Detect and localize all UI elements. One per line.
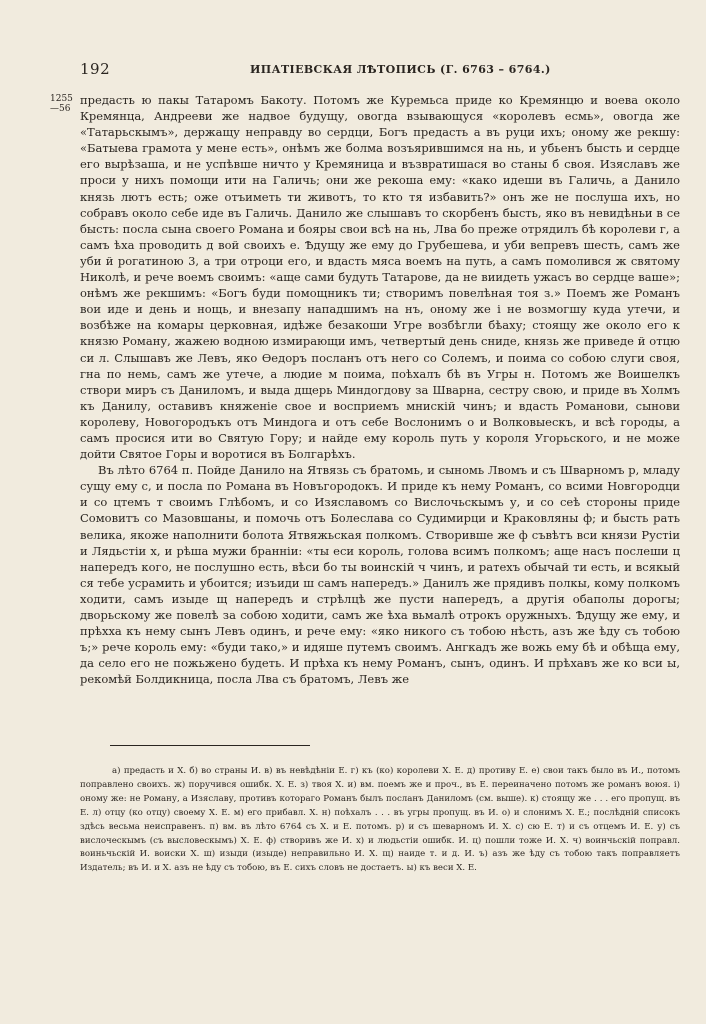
margin-year-note xyxy=(50,94,80,114)
paragraph-2: Въ лѣто 6764 п. Пойде Данило на Ятвязь съ братомь, и сыномь Лвомъ и съ Шварномъ р, младу сущу ему с, и посла по Романа въ Новъгородокъ. И приде къ нему Романъ, со всими Новгородци и со цтемъ т своимъ Глѣбомъ, и со Изяславомъ со Вислочьскымъ у, и со сеѣ стороны приде Сомовитъ со Мазовшаны, и помочь отъ Болеслава со Судимирци и Краковляны ф; и бысть рать велика, якоже наполнити болота Ятвяжьская полкомъ. Створивше же ф съвѣтъ вси князи Рустіи и Лядьстіи х, и рѣша мужи бранніи: «ты еси король, голова всимъ полкомъ; аще насъ послеши ц напередъ кого, не послушно есть, вѣси бо ты воинскій ч чинъ, и ратехъ обычай ти есть, и всякый ся тебе усрамить и убоится; изъиди ш самъ напередъ.» Данилъ же прядивъ полкы, кому полкомъ ходити, самъ изыде щ напередъ и стрѣлцѣ же пусти напередъ, а другія обаполы дорогы; дворьскому же повелѣ за собою ходити, самъ же ѣха вьмалѣ отрокъ оружныхъ. Ѣдущу же ему, и прѣхха къ нему сынъ Левъ одинъ, и рече ему: «яко никого съ тобою нѣсть, азъ же ѣду съ тобою ъ;» рече король ему: «буди тако,» и идяше путемъ своимъ. Ангкадъ же вожь ему бѣ и обѣща ему, да село его не пожьжено будеть. И прѣха къ нему Романъ, сынъ, одинъ. И прѣхавъ же ко вси ы, рекомѣй Болдикница, посла Лва съ братомъ, Левъ же xyxy=(80,463,680,687)
paragraph-1: предасть ю пакы Татаромъ Бакоту. Потомъ же Куремьса приде ко Кремянцю и воева около Кремянца, Андрееви же надвое будущу, овогда взывающуся «королевъ есмь», овогда же «Татарьскымъ», держащу неправду во сердци, Богъ предасть а въ руци ихъ; оному же рекшу: «Батыева грамота у мене есть», онѣмъ же болма возъярившимся на нь, и убьенъ бысть и сердце его вырѣзаша, и не успѣвше ничто у Кремяница и възвратишася во станы б своя. Изяславъ же проси у нихъ помощи ити на Галичь; они же рекоша ему: «како идеши въ Галичь, а Данило князь лютъ есть; оже отъиметь ти животъ, то кто тя избавить?» онъ же не послуша ихъ, но собравъ около себе иде въ Галичь. Данило же слышавъ то скорбенъ бысть, яко въ невидѣньи в се бысть: посла сына своего Романа и бояры свои всѣ на нь, Лва бо преже отрядилъ бѣ королеви г, а самъ ѣха проводить д вой своихъ е. Ѣдущу же ему до Грубешева, и уби вепревъ шесть, самъ же уби й рогатиною 3, а три отроци его, и вдасть мяса воемъ на путь, а самъ помолився ж святому Николѣ, и рече воемъ своимъ: «аще сами будуть Татарове, да не виидеть ужасъ во сердце ваше»; онѣмъ же рекшимъ: «Богъ буди помощникъ ти; створимъ повелѣная тоя з.» Поемъ же Романъ вои иде и день и нощь, и внезапу нападшимъ на нъ, оному же і не возмогшу куда утечи, и возбѣже на комары церковная, идѣже безакоши Угре возбѣгли бѣаху; стоящу же около его к князю Роману, жажею водною измирающи имъ, четвертый день сниде, князь же приведе й отцю си л. Слышавъ же Левъ, яко Ѳедоръ посланъ отъ него со Солемъ, и поима со собою слуги своя, гна по немь, самъ же утече, а людие м поима, поѣхалъ бѣ въ Угры н. Потомъ же Воишелкъ створи миръ съ Даниломъ, и выда дщерь Миндогдову за Шварна, сестру свою, и приде въ Холмъ къ Данилу, оставивъ княженіе свое и восприемъ мнискій чинъ; и вдасть Романови, сынови королеву, Новогородъкъ отъ Миндога и отъ себе Вослонимъ о и Волковыескъ, и всѣ городы, а самъ просися ити во Святую Гору; и найде ему король путь у короля Угорьского, и не може дойти Святое Горы и воротися въ Болгарѣхъ. xyxy=(80,93,680,462)
page-header xyxy=(80,60,680,80)
footnotes-text: а) предасть и Х. б) во страны И. в) въ невѣдѣніи Е. г) къ (ко) королеви Х. Е. д) противу Е. е) свои такъ было въ И., потомъ поправлено своихъ. ж) поручився ошибк. Х. Е. з) твоя Х. и) вм. поемъ же и проч., въ Е. переиначено потомъ же романъ воюя. і) оному же: не Роману, а Изяславу, противъ котораго Романъ былъ посланъ Даниломъ (см. выше). к) стоящу же . . . его пропущ. въ Е. л) отцу (ко отцу) своему Х. Е. м) его прибавл. Х. н) поѣхалъ . . . въ угры пропущ. въ И. о) и слонимъ Х. Е.; послѣдній списокъ здѣсь весьма неисправенъ. п) вм. въ лѣто 6764 съ Х. и Е. потомъ. р) и съ шеварномъ И. Х. с) сю Е. т) и съ отцемъ И. Е. у) съ вислоческымъ (съ высловескымъ) Х. Е. ф) створивъ же И. х) и людьстіи ошибк. И. ц) пошли тоже И. Х. ч) воинчьскій поправл. воиньчьскій И. воиски Х. ш) изыди (изыде) неправильно И. Х. щ) наиде т. и д. И. ъ) азъ же ѣду съ тобою такъ поправляетъ Издатель; въ И. и Х. азъ не ѣду съ тобою, въ Е. сихъ словъ не достаетъ. ы) къ веси Х. Е. xyxy=(80,766,680,874)
footnotes xyxy=(80,765,680,876)
chronicle-body xyxy=(80,92,680,687)
page-number: 192 xyxy=(80,60,111,78)
footnote-divider xyxy=(110,745,310,746)
margin-years-text: 1255 —56 xyxy=(50,94,73,114)
running-title: ИПАТІЕВСКАЯ ЛѢТОПИСЬ (Г. 6763 – 6764.) xyxy=(250,63,551,76)
